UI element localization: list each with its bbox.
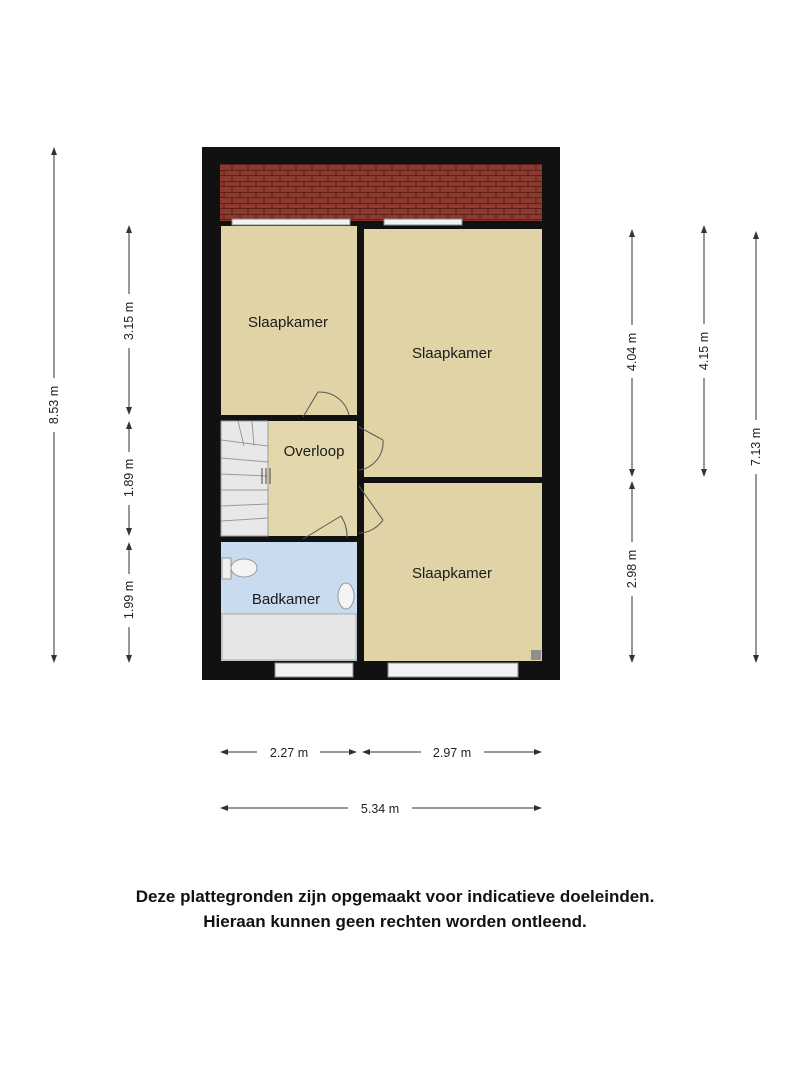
dim-label-left-top: 3.15 m (122, 301, 136, 341)
room-label-bedroom-right-top: Slaapkamer (411, 345, 493, 362)
toilet (231, 559, 257, 577)
dim-label-bottom-total: 5.34 m (360, 802, 400, 816)
dim-label-left-total: 8.53 m (47, 385, 61, 425)
dim-label-left-mid: 1.89 m (122, 458, 136, 498)
room-label-bedroom-right-bottom: Slaapkamer (411, 565, 493, 582)
dim-label-bottom-left: 2.27 m (269, 746, 309, 760)
dim-label-right-total: 7.13 m (749, 427, 763, 467)
washbasin (338, 583, 354, 609)
dim-label-left-bottom: 1.99 m (122, 580, 136, 620)
bathtub (222, 614, 356, 660)
room-label-bathroom: Badkamer (251, 591, 321, 608)
toilet-tank (222, 558, 231, 579)
dim-label-right-bottom: 2.98 m (625, 549, 639, 589)
disclaimer (0, 884, 790, 934)
room-label-landing: Overloop (283, 443, 345, 460)
corner-pillar (531, 650, 541, 660)
dim-label-right-top: 4.04 m (625, 332, 639, 372)
disclaimer-line-2: Hieraan kunnen geen rechten worden ontleend. (203, 912, 587, 931)
dim-label-bottom-right: 2.97 m (432, 746, 472, 760)
dim-label-right-outer-top: 4.15 m (697, 331, 711, 371)
staircase (221, 421, 270, 536)
disclaimer-line-1: Deze plattegronden zijn opgemaakt voor indicatieve doeleinden. (135, 887, 655, 906)
room-label-bedroom-left: Slaapkamer (247, 314, 329, 331)
roof-tiles (220, 164, 542, 221)
